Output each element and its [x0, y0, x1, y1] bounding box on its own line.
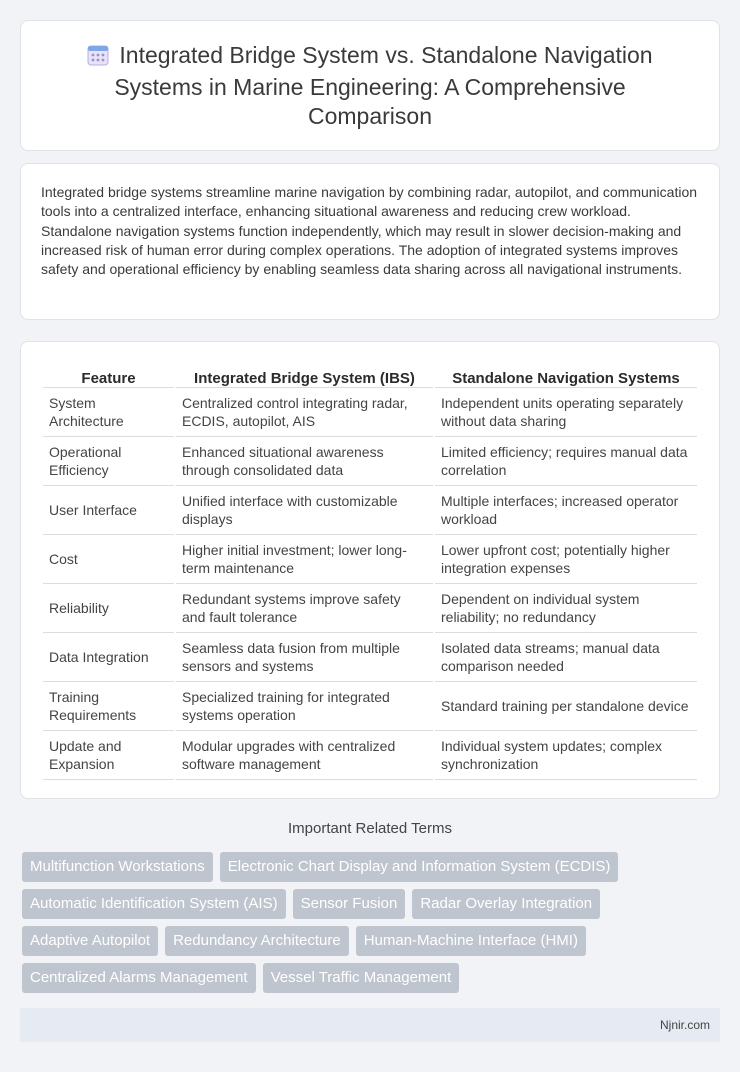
standalone-cell: Independent units operating separately without data sharing — [435, 388, 697, 437]
ibs-cell: Unified interface with customizable displays — [176, 486, 433, 535]
feature-cell: Operational Efficiency — [43, 437, 174, 486]
standalone-cell: Lower upfront cost; potentially higher integration expenses — [435, 535, 697, 584]
table-row — [43, 486, 697, 535]
feature-cell: Update and Expansion — [43, 731, 174, 780]
ibs-cell: Redundant systems improve safety and fault tolerance — [176, 584, 433, 633]
term-tag[interactable]: Sensor Fusion — [293, 889, 406, 919]
footer — [20, 1008, 720, 1042]
title-card — [20, 20, 720, 151]
footer-site-name[interactable]: Njnir.com — [659, 1018, 710, 1032]
comparison-table — [41, 358, 699, 780]
term-tag[interactable]: Centralized Alarms Management — [22, 963, 256, 993]
term-tag[interactable]: Radar Overlay Integration — [412, 889, 600, 919]
term-tag[interactable]: Human-Machine Interface (HMI) — [356, 926, 586, 956]
table-row — [43, 633, 697, 682]
related-terms-list — [22, 852, 722, 993]
feature-cell: Reliability — [43, 584, 174, 633]
feature-cell: Training Requirements — [43, 682, 174, 731]
standalone-cell: Individual system updates; complex synchronization — [435, 731, 697, 780]
related-terms-heading: Important Related Terms — [288, 820, 452, 837]
table-row — [43, 535, 697, 584]
header-feature: Feature — [43, 358, 174, 388]
feature-cell: Data Integration — [43, 633, 174, 682]
term-tag[interactable]: Vessel Traffic Management — [263, 963, 460, 993]
standalone-cell: Standard training per standalone device — [435, 682, 697, 731]
page-title-text: Integrated Bridge System vs. Standalone Navigation Systems in Marine Engineering: A Comprehensive Comparison — [114, 41, 653, 129]
standalone-cell: Isolated data streams; manual data comparison needed — [435, 633, 697, 682]
ibs-cell: Seamless data fusion from multiple sensors and systems — [176, 633, 433, 682]
table-row — [43, 437, 697, 486]
standalone-cell: Dependent on individual system reliability; no redundancy — [435, 584, 697, 633]
table-row — [43, 682, 697, 731]
feature-cell: Cost — [43, 535, 174, 584]
term-tag[interactable]: Electronic Chart Display and Information System (ECDIS) — [220, 852, 619, 882]
standalone-cell: Multiple interfaces; increased operator workload — [435, 486, 697, 535]
table-header-row — [43, 358, 697, 388]
table-row — [43, 388, 697, 437]
term-tag[interactable]: Automatic Identification System (AIS) — [22, 889, 286, 919]
term-tag[interactable]: Redundancy Architecture — [165, 926, 349, 956]
feature-cell: User Interface — [43, 486, 174, 535]
ibs-cell: Centralized control integrating radar, ECDIS, autopilot, AIS — [176, 388, 433, 437]
ibs-cell: Higher initial investment; lower long-term maintenance — [176, 535, 433, 584]
ibs-cell: Specialized training for integrated systems operation — [176, 682, 433, 731]
feature-cell: System Architecture — [43, 388, 174, 437]
calendar-grid-icon — [87, 44, 109, 73]
standalone-cell: Limited efficiency; requires manual data correlation — [435, 437, 697, 486]
header-ibs: Integrated Bridge System (IBS) — [176, 358, 433, 388]
table-row — [43, 584, 697, 633]
ibs-cell: Modular upgrades with centralized software management — [176, 731, 433, 780]
intro-card — [20, 163, 720, 320]
comparison-card — [20, 341, 720, 799]
term-tag[interactable]: Multifunction Workstations — [22, 852, 213, 882]
header-standalone: Standalone Navigation Systems — [435, 358, 697, 388]
table-row — [43, 731, 697, 780]
page-title — [61, 41, 679, 131]
intro-paragraph: Integrated bridge systems streamline marine navigation by combining radar, autopilot, and communication tools into a centralized interface, enhancing situational awareness and reducing crew workload. Standalone navigation systems function independently, which may result in slower decision-making and increased risk of human error during complex operations. The adoption of integrated systems improves safety and operational efficiency by enabling seamless data sharing across all navigational instruments. — [41, 184, 698, 278]
term-tag[interactable]: Adaptive Autopilot — [22, 926, 158, 956]
ibs-cell: Enhanced situational awareness through consolidated data — [176, 437, 433, 486]
